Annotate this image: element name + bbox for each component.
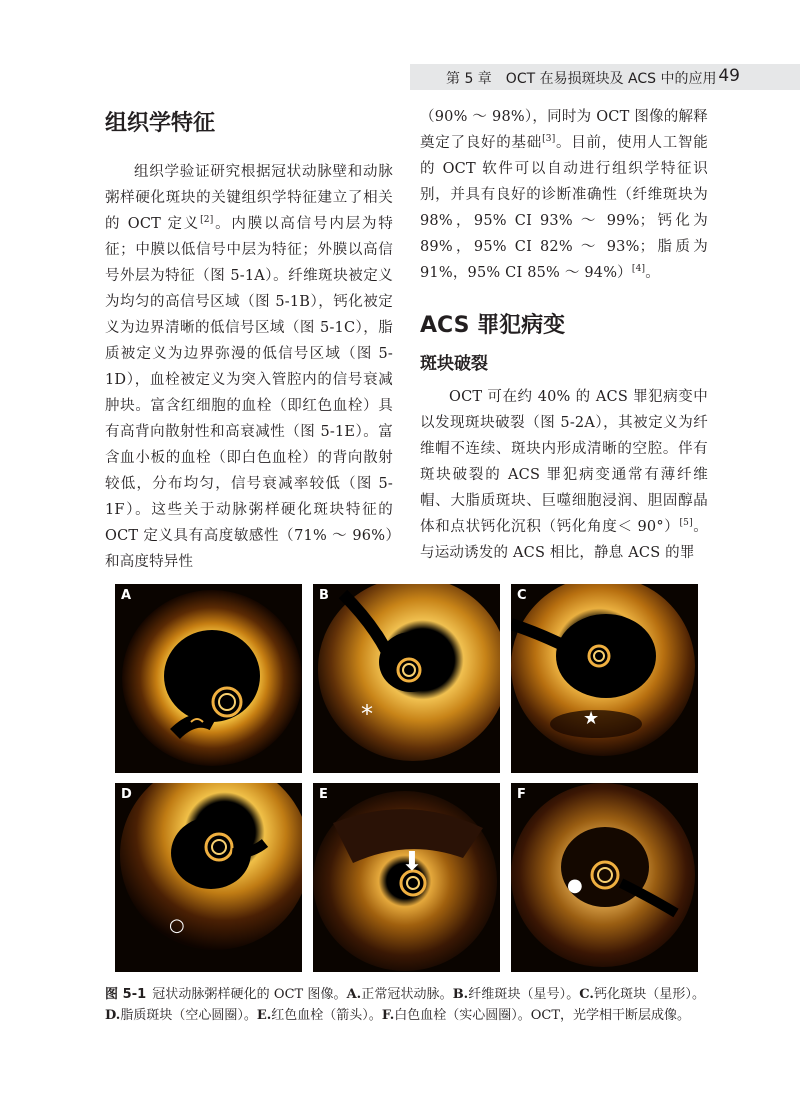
figure-5-1 (115, 584, 699, 972)
caption-text-d: 脂质斑块（空心圆圈）。 (120, 1008, 257, 1023)
oct-image-c (511, 584, 698, 773)
caption-text-c: 钙化斑块（星形）。 (593, 987, 705, 1002)
open-circle-marker: ○ (169, 915, 185, 936)
plaque-rupture-paragraph (420, 384, 708, 566)
histology-paragraph (105, 159, 393, 575)
running-header (410, 64, 800, 90)
caption-text-b: 纤维斑块（星号）。 (468, 987, 580, 1002)
page-number: 49 (718, 66, 740, 86)
citation-3: [3] (542, 134, 556, 144)
figure-caption (105, 984, 705, 1026)
panel-label-b: B (319, 588, 329, 603)
panel-label-f: F (517, 787, 526, 802)
caption-figure-number: 图 5-1 (105, 987, 147, 1002)
oct-panel-f (511, 783, 698, 972)
citation-2: [2] (200, 215, 214, 225)
oct-panel-d (115, 783, 302, 972)
continued-paragraph (420, 104, 708, 286)
caption-label-a: A. (346, 987, 362, 1002)
filled-circle-marker: ● (567, 875, 583, 896)
oct-image-f (511, 783, 698, 972)
histology-text-1: 组织学验证研究根据冠状动脉壁和动脉粥样硬化斑块的关键组织学特征建立了相关的 OCT 定义 (105, 164, 393, 232)
continued-text-2: 。目前，使用人工智能的 OCT 软件可以自动进行组织学特征识别，并具有良好的诊断准确性（纤维斑块为 98%，95% CI 93% ～ 99%；钙化为 89%，95% CI 82% ～ 93%；脂质为 91%，95% CI 85% ～ 94%） (420, 135, 708, 281)
caption-label-c: C. (579, 987, 594, 1002)
arrow-marker: ⬇ (401, 847, 423, 877)
subheading-plaque-rupture: 斑块破裂 (420, 354, 488, 374)
oct-image-a (115, 584, 302, 773)
continued-text-3: 。 (645, 265, 660, 281)
citation-4: [4] (631, 264, 646, 274)
caption-intro: 冠状动脉粥样硬化的 OCT 图像。 (152, 987, 347, 1002)
section-heading-acs: ACS 罪犯病变 (420, 313, 566, 338)
panel-label-c: C (517, 588, 527, 603)
panel-label-d: D (121, 787, 132, 802)
oct-panel-b (313, 584, 500, 773)
caption-label-b: B. (452, 987, 469, 1002)
section-heading-histology: 组织学特征 (105, 111, 216, 136)
caption-text-a: 正常冠状动脉。 (361, 987, 453, 1002)
panel-label-a: A (121, 588, 132, 603)
caption-label-f: F. (381, 1008, 395, 1023)
caption-label-d: D. (105, 1008, 121, 1023)
citation-5: [5] (679, 518, 693, 528)
histology-text-2: 。内膜以高信号内层为特征；中膜以低信号中层为特征；外膜以高信号外层为特征（图 5-1A）。纤维斑块被定义为均匀的高信号区域（图 5-1B），钙化被定义为边界清晰的低信号区域（图 5-1C），脂质被定义为边界弥漫的低信号区域（图 5-1D），血栓被定义为突入管腔内的信号衰减肿块。富含红细胞的血栓（即红色血栓）具有高背向散射性和高衰减性（图 5-1E）。富含血小板的血栓（即白色血栓）的背向散射较低，分布均匀，信号衰减率较低（图 5-1F）。这些关于动脉粥样硬化斑块特征的 OCT 定义具有高度敏感性（71% ～ 96%）和高度特异性 (105, 216, 393, 570)
star-marker: ★ (583, 708, 600, 729)
asterisk-marker: * (361, 700, 373, 728)
chapter-title: 第 5 章 OCT 在易损斑块及 ACS 中的应用 (446, 71, 717, 87)
continued-text-1: （90% ～ 98%），同时为 OCT 图像的解释奠定了良好的基础 (420, 109, 708, 151)
caption-label-e: E. (256, 1008, 272, 1023)
oct-image-b (313, 584, 500, 773)
oct-image-e (313, 783, 500, 972)
rupture-text-1: OCT 可在约 40% 的 ACS 罪犯病变中以发现斑块破裂（图 5-2A），其被定义为纤维帽不连续、斑块内形成清晰的空腔。伴有斑块破裂的 ACS 罪犯病变通常有薄纤维帽、大脂质斑块、巨噬细胞浸润、胆固醇晶体和点状钙化沉积（钙化角度＜ 90°） (420, 389, 708, 535)
caption-text-f: 白色血栓（实心圆圈）。OCT，光学相干断层成像。 (394, 1008, 691, 1023)
right-column (420, 104, 708, 566)
oct-panel-c (511, 584, 698, 773)
caption-text-e: 红色血栓（箭头）。 (271, 1008, 382, 1023)
rupture-text-2: 。与运动诱发的 ACS 相比，静息 ACS 的罪 (420, 519, 709, 561)
oct-panel-e (313, 783, 500, 972)
oct-image-d (115, 783, 302, 972)
panel-label-e: E (319, 787, 328, 802)
oct-panel-a (115, 584, 302, 773)
left-column (105, 104, 393, 575)
